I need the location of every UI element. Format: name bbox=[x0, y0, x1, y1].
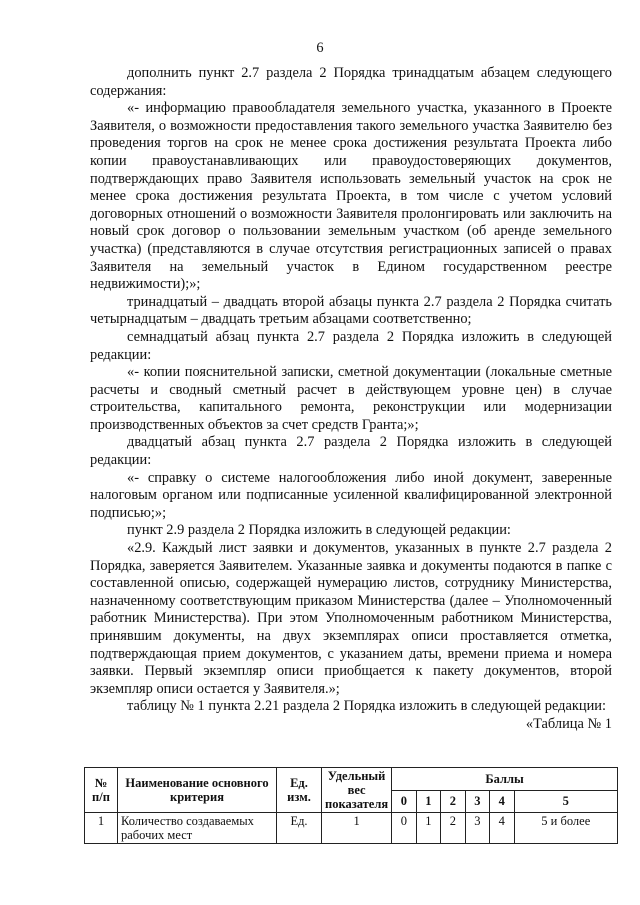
header-unit: Ед. изм. bbox=[277, 768, 322, 813]
paragraph: «2.9. Каждый лист заявки и документов, указанных в пункте 2.7 раздела 2 Порядка, заверяется Заявителем. Указанные заявка и документы подаются в папке с составленной описью, содержащей нумерацию листов, сотруднику Министерства, назначенному соответствующим приказом Министерства (далее – Уполномоченный работник Министерства). При этом Уполномоченным работником Министерства, принявшим документы, на двух экземплярах описи проставляется отметка, подтверждающая прием документов, с указанием даты, времени приема и номера заявки. Первый экземпляр описи приобщается к пакету документов, второй экземпляр описи остается у Заявителя.»; bbox=[90, 540, 612, 697]
table-row bbox=[85, 813, 618, 844]
paragraph: семнадцатый абзац пункта 2.7 раздела 2 Порядка изложить в следующей редакции: bbox=[90, 328, 612, 363]
row-score: 2 bbox=[441, 813, 465, 844]
paragraph: таблицу № 1 пункта 2.21 раздела 2 Порядка изложить в следующей редакции: bbox=[127, 698, 606, 715]
paragraph: пункт 2.9 раздела 2 Порядка изложить в следующей редакции: bbox=[127, 522, 511, 539]
paragraph: «- информацию правообладателя земельного участка, указанного в Проекте Заявителя, о возможности предоставления такого земельного участка Заявителю без проведения торгов на срок не менее срока достижения результата Проекта либо копии правоустанавливающих или правоудостоверяющих документов, подтверждающих право Заявителя использовать земельный участок на срок не менее срока достижения результата Проекта, в том числе с учетом условий договорных отношений о возможности Заявителя пролонгировать или заключить на новый срок договор о пользовании земельным участком (об аренде земельного участка) (представляются в случае отсутствия регистрационных записей о правах Заявителя на земельный участок в Едином государственном реестре недвижимости);»; bbox=[90, 100, 612, 293]
row-score: 4 bbox=[490, 813, 514, 844]
row-num: 1 bbox=[85, 813, 118, 844]
header-weight: Удельный вес показателя bbox=[322, 768, 392, 813]
score-level: 0 bbox=[392, 790, 416, 813]
paragraph: тринадцатый – двадцать второй абзацы пункта 2.7 раздела 2 Порядка считать четырнадцатым – двадцать третьим абзацами соответственно; bbox=[90, 293, 612, 328]
score-level: 5 bbox=[514, 790, 617, 813]
paragraph: двадцатый абзац пункта 2.7 раздела 2 Порядка изложить в следующей редакции: bbox=[90, 434, 612, 469]
paragraph: «- копии пояснительной записки, сметной документации (локальные сметные расчеты и сводный сметный расчет в действующем уровне цен) в случае строительства, капитального ремонта, реконструкции или модернизации производственных объектов за счет средств Гранта;»; bbox=[90, 364, 612, 433]
score-level: 3 bbox=[465, 790, 489, 813]
score-level: 2 bbox=[441, 790, 465, 813]
paragraph: дополнить пункт 2.7 раздела 2 Порядка тринадцатым абзацем следующего содержания: bbox=[90, 65, 612, 99]
paragraph: «- справку о системе налогообложения либо иной документ, заверенные налоговым органом или подписанные усиленной квалифицированной электронной подписью;»; bbox=[90, 469, 612, 521]
row-score: 1 bbox=[416, 813, 440, 844]
row-unit: Ед. bbox=[277, 813, 322, 844]
header-criterion: Наименование основного критерия bbox=[118, 768, 277, 813]
table-header-row bbox=[85, 768, 618, 791]
header-scores: Баллы bbox=[392, 768, 618, 791]
score-level: 4 bbox=[490, 790, 514, 813]
row-score: 5 и более bbox=[514, 813, 617, 844]
table-caption: «Таблица № 1 bbox=[525, 715, 612, 732]
row-score: 3 bbox=[465, 813, 489, 844]
row-criterion: Количество создаваемых рабочих мест bbox=[118, 813, 277, 844]
header-num: № п/п bbox=[85, 768, 118, 813]
document-body bbox=[90, 65, 612, 734]
page-number: 6 bbox=[316, 40, 324, 56]
score-level: 1 bbox=[416, 790, 440, 813]
row-weight: 1 bbox=[322, 813, 392, 844]
row-score: 0 bbox=[392, 813, 416, 844]
criteria-table bbox=[84, 767, 618, 844]
